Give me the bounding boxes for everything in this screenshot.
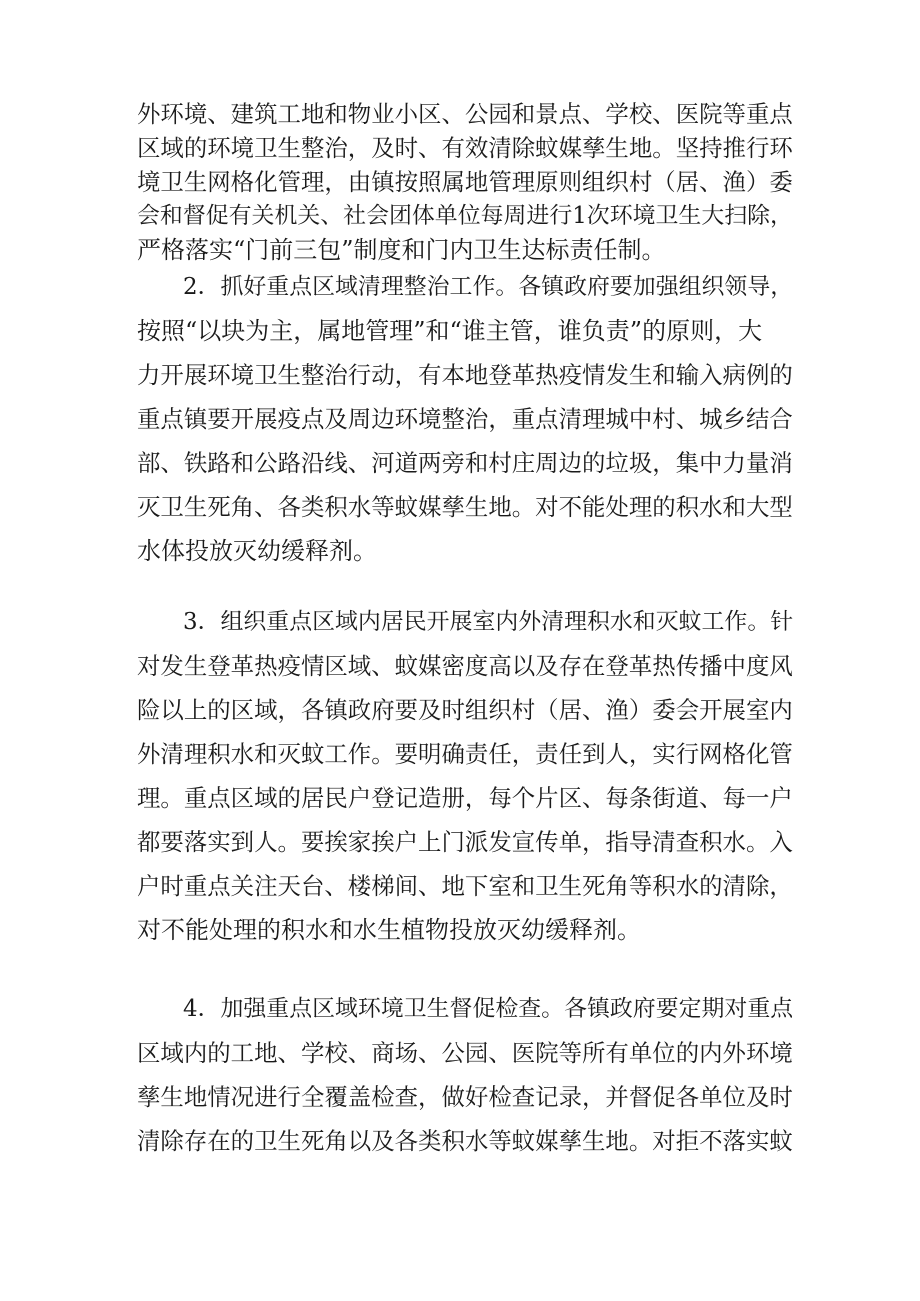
paragraph-4-line-1: 4．加强重点区域环境卫生督促检查。各镇政府要定期对重点 (183, 996, 794, 1022)
paragraph-3-line-3: 险以上的区域，各镇政府要及时组织村（居、渔）委会开展室内 (137, 696, 793, 724)
paragraph-3-line-7: 户时重点关注天台、楼梯间、地下室和卫生死角等积水的清除， (137, 872, 793, 900)
paragraph-2-line-2: 按照“以块为主，属地管理”和“谁主管，谁负责”的原则，大 (137, 317, 763, 345)
paragraph-1-line-4: 会和督促有关机关、社会团体单位每周进行1次环境卫生大扫除， (137, 203, 793, 229)
paragraph-2-line-4: 重点镇要开展疫点及周边环境整治，重点清理城中村、城乡结合 (137, 405, 793, 433)
paragraph-3-line-8: 对不能处理的积水和水生植物投放灭幼缓释剂。 (137, 916, 641, 944)
paragraph-4-line-3: 孳生地情况进行全覆盖检查，做好检查记录，并督促各单位及时 (137, 1083, 793, 1111)
paragraph-3-line-6: 都要落实到人。要挨家挨户上门派发宣传单，指导清查积水。入 (137, 828, 793, 856)
paragraph-2-line-3: 力开展环境卫生整治行动，有本地登革热疫情发生和输入病例的 (137, 361, 793, 389)
paragraph-4-line-2: 区域内的工地、学校、商场、公园、医院等所有单位的内外环境 (137, 1039, 793, 1067)
paragraph-1-line-2: 区域的环境卫生整治，及时、有效清除蚊媒孳生地。坚持推行环 (137, 134, 793, 162)
paragraph-3-line-4: 外清理积水和灭蚊工作。要明确责任，责任到人，实行网格化管 (137, 740, 793, 768)
paragraph-4-line-4: 清除存在的卫生死角以及各类积水等蚊媒孳生地。对拒不落实蚊 (137, 1127, 793, 1155)
paragraph-1-line-1: 外环境、建筑工地和物业小区、公园和景点、学校、医院等重点 (137, 100, 793, 128)
paragraph-2-line-5: 部、铁路和公路沿线、河道两旁和村庄周边的垃圾，集中力量消 (137, 449, 793, 477)
paragraph-2-line-7: 水体投放灭幼缓释剂。 (137, 537, 377, 565)
paragraph-3-line-1: 3．组织重点区域内居民开展室内外清理积水和灭蚊工作。针 (183, 609, 794, 635)
paragraph-3-line-5: 理。重点区域的居民户登记造册，每个片区、每条街道、每一户 (137, 784, 793, 812)
paragraph-1-line-3: 境卫生网格化管理，由镇按照属地管理原则组织村（居、渔）委 (137, 168, 793, 196)
paragraph-2-line-1: 2．抓好重点区域清理整治工作。各镇政府要加强组织领导， (183, 274, 794, 300)
paragraph-1-line-5: 严格落实“门前三包”制度和门内卫生达标责任制。 (137, 236, 666, 264)
paragraph-2-line-6: 灭卫生死角、各类积水等蚊媒孳生地。对不能处理的积水和大型 (137, 493, 793, 521)
paragraph-3-line-2: 对发生登革热疫情区域、蚊媒密度高以及存在登革热传播中度风 (137, 652, 793, 680)
